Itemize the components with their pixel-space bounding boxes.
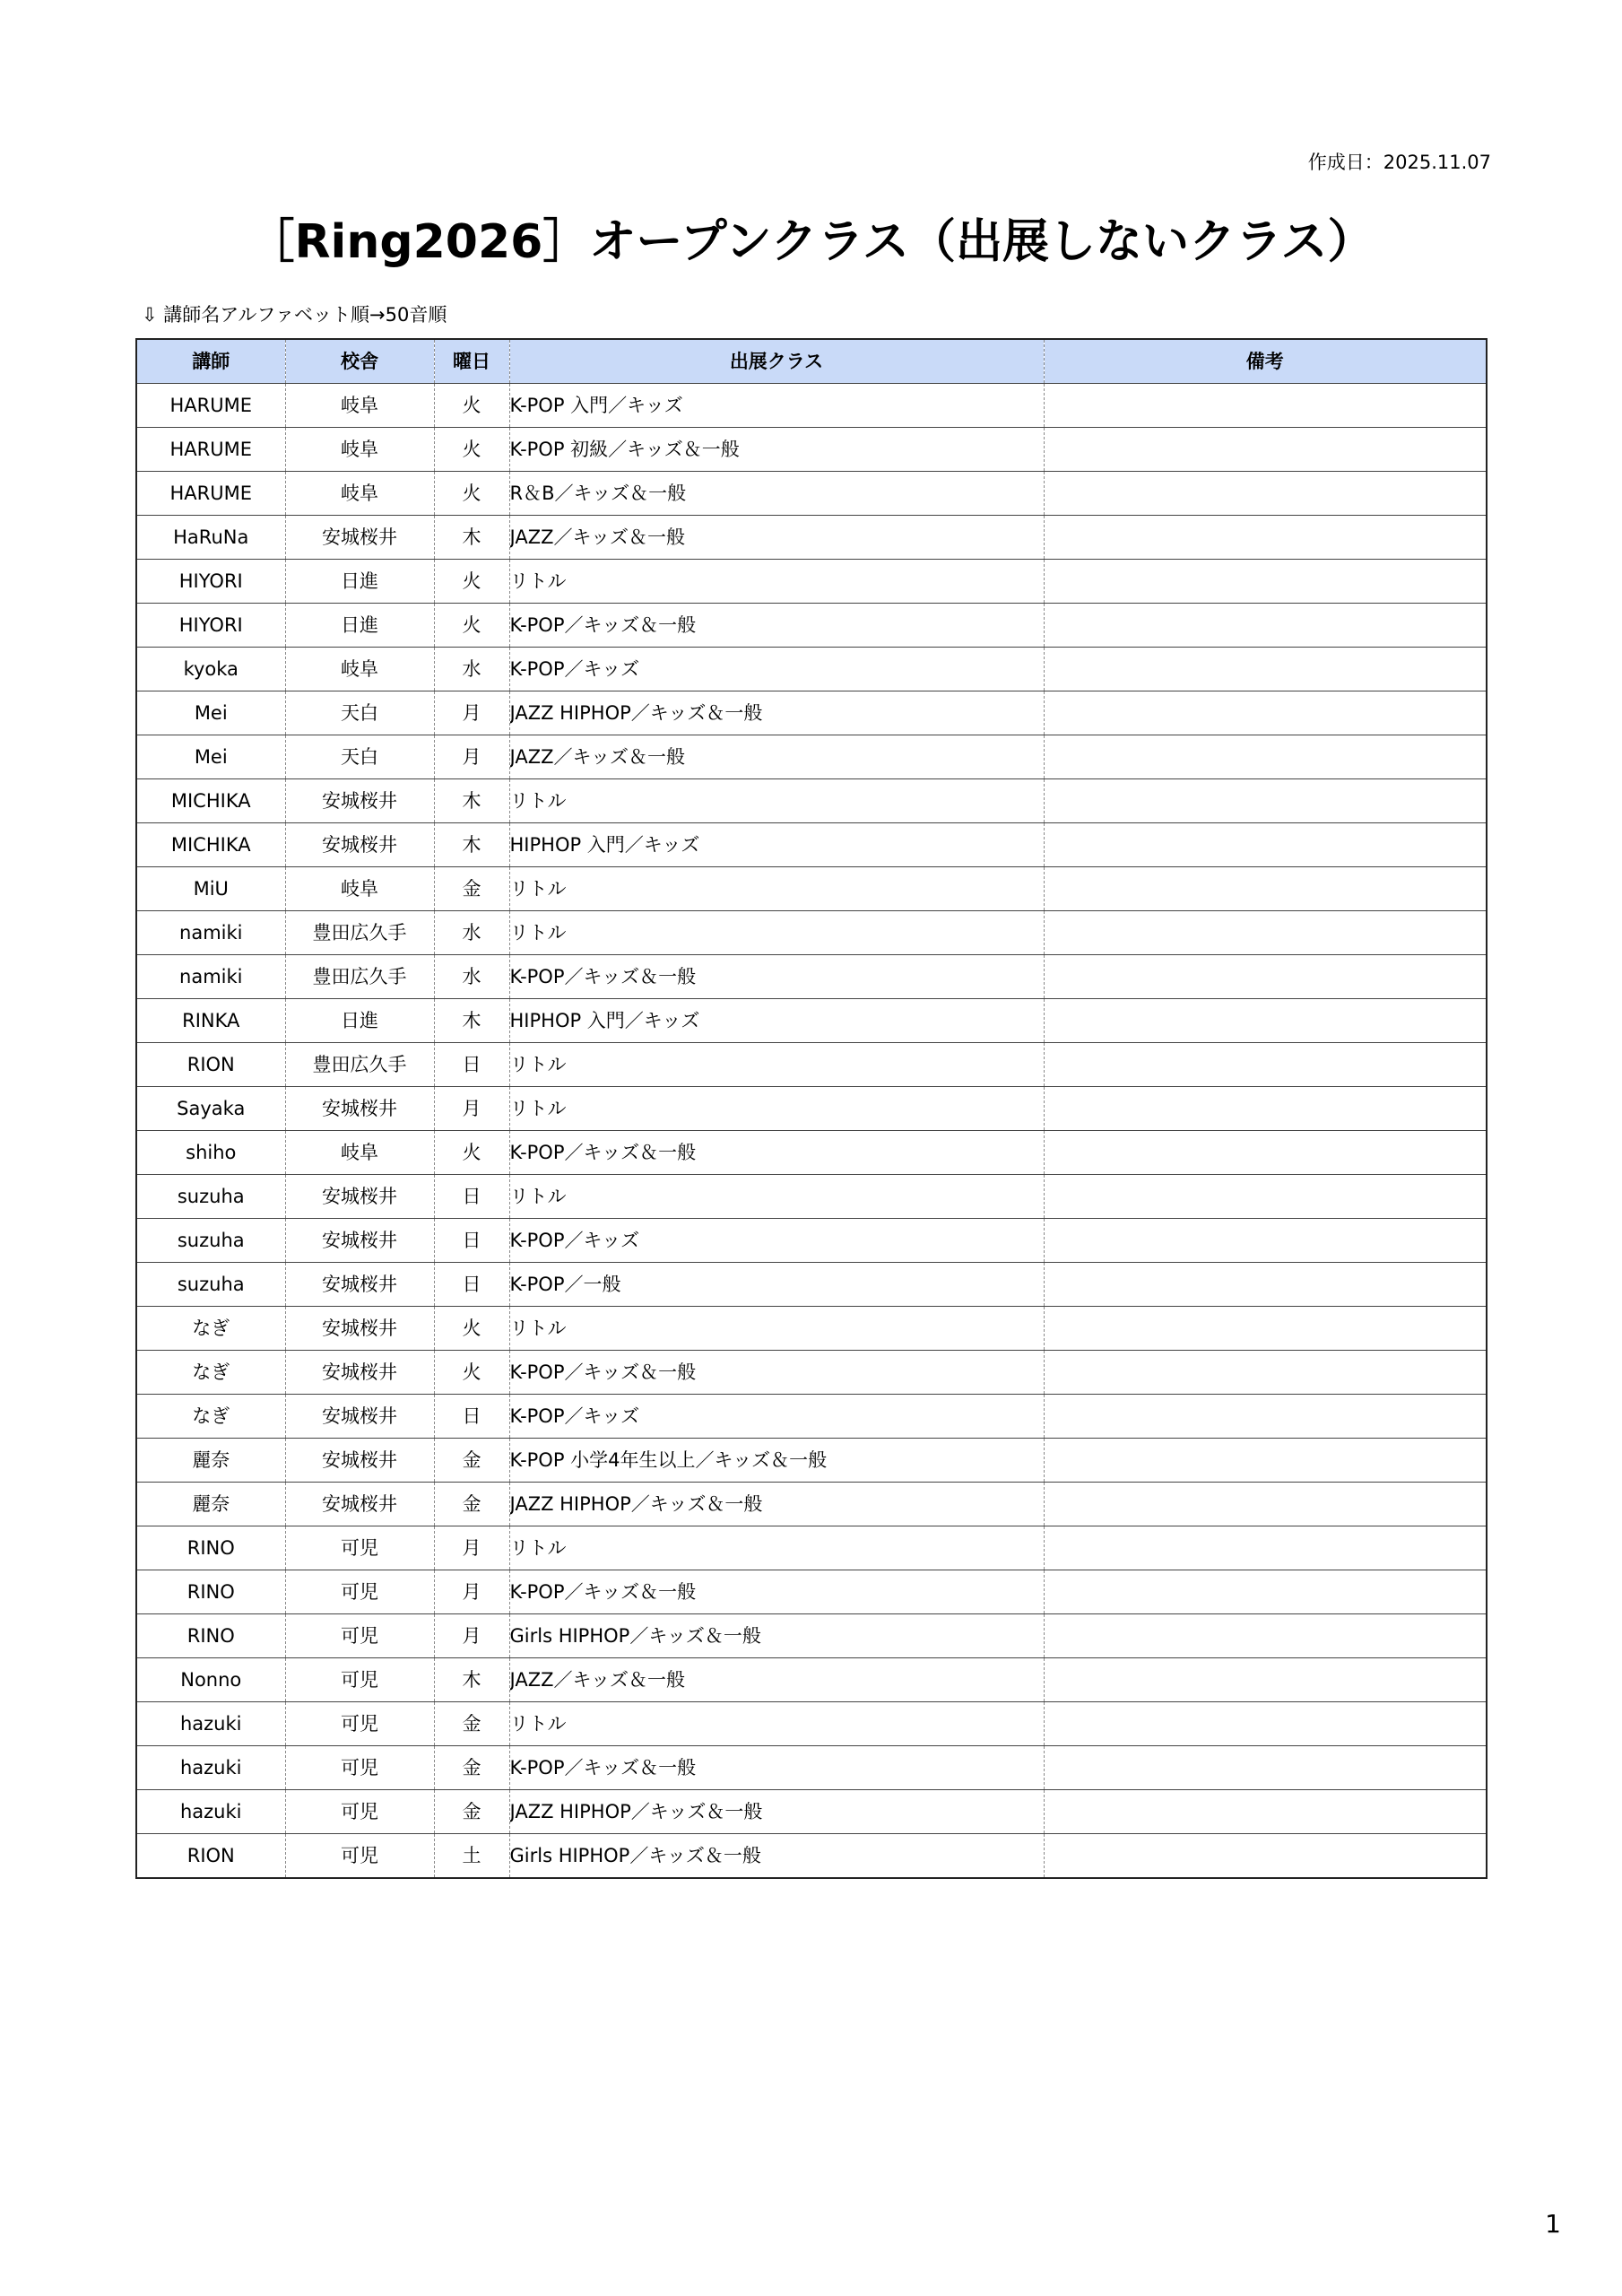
table-body — [136, 384, 1487, 1879]
cell-day: 木 — [434, 823, 509, 867]
table-row — [136, 1702, 1487, 1746]
cell-class: K-POP／キッズ＆一般 — [509, 604, 1044, 648]
table-row — [136, 1043, 1487, 1087]
cell-class: K-POP／キッズ＆一般 — [509, 1746, 1044, 1790]
table-row — [136, 1570, 1487, 1614]
cell-school: 可児 — [285, 1658, 434, 1702]
cell-note — [1044, 1614, 1487, 1658]
cell-day: 水 — [434, 648, 509, 691]
cell-teacher: なぎ — [136, 1307, 285, 1351]
cell-class: JAZZ／キッズ＆一般 — [509, 516, 1044, 560]
cell-note — [1044, 1219, 1487, 1263]
cell-teacher: 麗奈 — [136, 1439, 285, 1483]
class-table — [135, 338, 1488, 1879]
cell-class: JAZZ／キッズ＆一般 — [509, 735, 1044, 779]
cell-class: K-POP／キッズ＆一般 — [509, 1570, 1044, 1614]
cell-class: K-POP／キッズ — [509, 1395, 1044, 1439]
cell-school: 豊田広久手 — [285, 1043, 434, 1087]
cell-school: 可児 — [285, 1790, 434, 1834]
cell-class: K-POP／キッズ＆一般 — [509, 955, 1044, 999]
table-row — [136, 560, 1487, 604]
table-row — [136, 1483, 1487, 1526]
table-row — [136, 1526, 1487, 1570]
cell-school: 可児 — [285, 1834, 434, 1879]
cell-teacher: MiU — [136, 867, 285, 911]
cell-note — [1044, 1658, 1487, 1702]
cell-class: JAZZ／キッズ＆一般 — [509, 1658, 1044, 1702]
table-row — [136, 1219, 1487, 1263]
cell-teacher: HARUME — [136, 384, 285, 428]
cell-note — [1044, 735, 1487, 779]
cell-day: 金 — [434, 1790, 509, 1834]
cell-class: リトル — [509, 779, 1044, 823]
cell-class: K-POP／キッズ — [509, 1219, 1044, 1263]
cell-school: 岐阜 — [285, 428, 434, 472]
cell-school: 岐阜 — [285, 384, 434, 428]
cell-school: 安城桜井 — [285, 1263, 434, 1307]
cell-teacher: Mei — [136, 691, 285, 735]
cell-class: HIPHOP 入門／キッズ — [509, 823, 1044, 867]
cell-note — [1044, 779, 1487, 823]
table-row — [136, 1307, 1487, 1351]
cell-teacher: HARUME — [136, 428, 285, 472]
cell-note — [1044, 1131, 1487, 1175]
cell-note — [1044, 560, 1487, 604]
table-row — [136, 1658, 1487, 1702]
page-number: 1 — [1545, 2209, 1561, 2239]
table-row — [136, 867, 1487, 911]
table-row — [136, 823, 1487, 867]
cell-teacher: suzuha — [136, 1219, 285, 1263]
cell-day: 火 — [434, 1307, 509, 1351]
cell-teacher: HaRuNa — [136, 516, 285, 560]
cell-teacher: HIYORI — [136, 604, 285, 648]
cell-teacher: namiki — [136, 911, 285, 955]
cell-teacher: shiho — [136, 1131, 285, 1175]
cell-day: 金 — [434, 1702, 509, 1746]
cell-note — [1044, 1790, 1487, 1834]
table-row — [136, 779, 1487, 823]
cell-class: リトル — [509, 1087, 1044, 1131]
cell-day: 月 — [434, 735, 509, 779]
cell-note — [1044, 1263, 1487, 1307]
cell-school: 安城桜井 — [285, 1395, 434, 1439]
cell-school: 岐阜 — [285, 1131, 434, 1175]
cell-class: Girls HIPHOP／キッズ＆一般 — [509, 1834, 1044, 1879]
cell-school: 安城桜井 — [285, 1351, 434, 1395]
cell-day: 金 — [434, 867, 509, 911]
page-title: ［Ring2026］オープンクラス（出展しないクラス） — [247, 215, 1375, 269]
table-header-row — [136, 339, 1487, 384]
cell-teacher: kyoka — [136, 648, 285, 691]
cell-school: 岐阜 — [285, 648, 434, 691]
cell-class: リトル — [509, 1043, 1044, 1087]
cell-day: 日 — [434, 1175, 509, 1219]
cell-class: Girls HIPHOP／キッズ＆一般 — [509, 1614, 1044, 1658]
cell-day: 月 — [434, 1614, 509, 1658]
sort-note: ⇩ 講師名アルファベット順→50音順 — [142, 304, 447, 326]
cell-teacher: namiki — [136, 955, 285, 999]
table-row — [136, 1087, 1487, 1131]
cell-school: 可児 — [285, 1570, 434, 1614]
cell-school: 日進 — [285, 604, 434, 648]
cell-day: 土 — [434, 1834, 509, 1879]
cell-school: 安城桜井 — [285, 1219, 434, 1263]
cell-teacher: Sayaka — [136, 1087, 285, 1131]
table-row — [136, 516, 1487, 560]
cell-note — [1044, 1570, 1487, 1614]
cell-note — [1044, 384, 1487, 428]
cell-note — [1044, 1175, 1487, 1219]
cell-day: 月 — [434, 1526, 509, 1570]
table-row — [136, 384, 1487, 428]
cell-school: 安城桜井 — [285, 1087, 434, 1131]
cell-class: K-POP／一般 — [509, 1263, 1044, 1307]
table-row — [136, 1351, 1487, 1395]
cell-teacher: suzuha — [136, 1263, 285, 1307]
cell-day: 火 — [434, 384, 509, 428]
cell-note — [1044, 691, 1487, 735]
table-row — [136, 999, 1487, 1043]
table-row — [136, 691, 1487, 735]
cell-teacher: RION — [136, 1043, 285, 1087]
cell-class: リトル — [509, 560, 1044, 604]
cell-note — [1044, 1746, 1487, 1790]
cell-note — [1044, 1043, 1487, 1087]
cell-note — [1044, 1483, 1487, 1526]
table-row — [136, 428, 1487, 472]
table-row — [136, 1790, 1487, 1834]
cell-school: 安城桜井 — [285, 823, 434, 867]
cell-day: 火 — [434, 1351, 509, 1395]
cell-day: 火 — [434, 428, 509, 472]
cell-teacher: HIYORI — [136, 560, 285, 604]
cell-note — [1044, 911, 1487, 955]
cell-school: 岐阜 — [285, 472, 434, 516]
cell-class: リトル — [509, 1307, 1044, 1351]
cell-class: K-POP／キッズ＆一般 — [509, 1351, 1044, 1395]
cell-school: 可児 — [285, 1746, 434, 1790]
cell-note — [1044, 823, 1487, 867]
cell-teacher: 麗奈 — [136, 1483, 285, 1526]
table-row — [136, 648, 1487, 691]
cell-school: 天白 — [285, 735, 434, 779]
cell-note — [1044, 1702, 1487, 1746]
cell-day: 日 — [434, 1263, 509, 1307]
cell-teacher: hazuki — [136, 1702, 285, 1746]
cell-school: 日進 — [285, 560, 434, 604]
cell-school: 可児 — [285, 1526, 434, 1570]
cell-school: 岐阜 — [285, 867, 434, 911]
cell-teacher: Mei — [136, 735, 285, 779]
cell-teacher: RINKA — [136, 999, 285, 1043]
cell-class: JAZZ HIPHOP／キッズ＆一般 — [509, 691, 1044, 735]
cell-note — [1044, 955, 1487, 999]
cell-day: 水 — [434, 955, 509, 999]
column-header-class: 出展クラス — [509, 339, 1044, 384]
column-header-teacher: 講師 — [136, 339, 285, 384]
cell-day: 木 — [434, 1658, 509, 1702]
cell-class: K-POP 小学4年生以上／キッズ＆一般 — [509, 1439, 1044, 1483]
cell-class: K-POP 初級／キッズ＆一般 — [509, 428, 1044, 472]
cell-day: 金 — [434, 1746, 509, 1790]
cell-school: 豊田広久手 — [285, 955, 434, 999]
cell-school: 日進 — [285, 999, 434, 1043]
cell-teacher: HARUME — [136, 472, 285, 516]
cell-day: 日 — [434, 1395, 509, 1439]
cell-school: 安城桜井 — [285, 1307, 434, 1351]
cell-teacher: hazuki — [136, 1790, 285, 1834]
cell-note — [1044, 1439, 1487, 1483]
cell-day: 月 — [434, 1570, 509, 1614]
cell-teacher: なぎ — [136, 1351, 285, 1395]
cell-note — [1044, 1395, 1487, 1439]
column-header-day: 曜日 — [434, 339, 509, 384]
cell-school: 安城桜井 — [285, 779, 434, 823]
cell-teacher: suzuha — [136, 1175, 285, 1219]
cell-day: 日 — [434, 1219, 509, 1263]
cell-teacher: RINO — [136, 1570, 285, 1614]
cell-note — [1044, 999, 1487, 1043]
cell-day: 日 — [434, 1043, 509, 1087]
cell-class: リトル — [509, 911, 1044, 955]
table-row — [136, 1834, 1487, 1879]
cell-class: リトル — [509, 1175, 1044, 1219]
cell-note — [1044, 1526, 1487, 1570]
cell-class: K-POP 入門／キッズ — [509, 384, 1044, 428]
created-date: 作成日：2025.11.07 — [1307, 152, 1491, 173]
table-row — [136, 604, 1487, 648]
cell-teacher: MICHIKA — [136, 823, 285, 867]
cell-class: R＆B／キッズ＆一般 — [509, 472, 1044, 516]
cell-teacher: RION — [136, 1834, 285, 1879]
cell-day: 水 — [434, 911, 509, 955]
column-header-note: 備考 — [1044, 339, 1487, 384]
cell-class: JAZZ HIPHOP／キッズ＆一般 — [509, 1483, 1044, 1526]
cell-day: 火 — [434, 1131, 509, 1175]
cell-teacher: なぎ — [136, 1395, 285, 1439]
cell-teacher: RINO — [136, 1614, 285, 1658]
cell-school: 可児 — [285, 1614, 434, 1658]
cell-class: リトル — [509, 1702, 1044, 1746]
cell-note — [1044, 1834, 1487, 1879]
cell-class: K-POP／キッズ — [509, 648, 1044, 691]
cell-day: 月 — [434, 691, 509, 735]
cell-day: 金 — [434, 1439, 509, 1483]
cell-day: 木 — [434, 999, 509, 1043]
table-row — [136, 1395, 1487, 1439]
cell-teacher: hazuki — [136, 1746, 285, 1790]
cell-note — [1044, 428, 1487, 472]
table-row — [136, 1439, 1487, 1483]
cell-note — [1044, 1351, 1487, 1395]
cell-day: 火 — [434, 604, 509, 648]
cell-class: JAZZ HIPHOP／キッズ＆一般 — [509, 1790, 1044, 1834]
cell-note — [1044, 1087, 1487, 1131]
cell-class: HIPHOP 入門／キッズ — [509, 999, 1044, 1043]
cell-teacher: Nonno — [136, 1658, 285, 1702]
table-row — [136, 911, 1487, 955]
cell-note — [1044, 1307, 1487, 1351]
cell-school: 安城桜井 — [285, 1439, 434, 1483]
cell-school: 安城桜井 — [285, 1175, 434, 1219]
cell-note — [1044, 472, 1487, 516]
table-row — [136, 1175, 1487, 1219]
cell-note — [1044, 648, 1487, 691]
cell-note — [1044, 867, 1487, 911]
cell-teacher: MICHIKA — [136, 779, 285, 823]
cell-school: 可児 — [285, 1702, 434, 1746]
table-row — [136, 735, 1487, 779]
cell-class: リトル — [509, 1526, 1044, 1570]
cell-school: 豊田広久手 — [285, 911, 434, 955]
cell-note — [1044, 604, 1487, 648]
cell-teacher: RINO — [136, 1526, 285, 1570]
cell-school: 安城桜井 — [285, 516, 434, 560]
cell-school: 天白 — [285, 691, 434, 735]
table-row — [136, 955, 1487, 999]
cell-day: 木 — [434, 779, 509, 823]
column-header-school: 校舎 — [285, 339, 434, 384]
cell-day: 木 — [434, 516, 509, 560]
table-row — [136, 1263, 1487, 1307]
table-row — [136, 1614, 1487, 1658]
table-row — [136, 472, 1487, 516]
table-row — [136, 1131, 1487, 1175]
cell-day: 金 — [434, 1483, 509, 1526]
cell-class: K-POP／キッズ＆一般 — [509, 1131, 1044, 1175]
cell-day: 月 — [434, 1087, 509, 1131]
cell-school: 安城桜井 — [285, 1483, 434, 1526]
cell-class: リトル — [509, 867, 1044, 911]
cell-note — [1044, 516, 1487, 560]
cell-day: 火 — [434, 472, 509, 516]
table-row — [136, 1746, 1487, 1790]
cell-day: 火 — [434, 560, 509, 604]
